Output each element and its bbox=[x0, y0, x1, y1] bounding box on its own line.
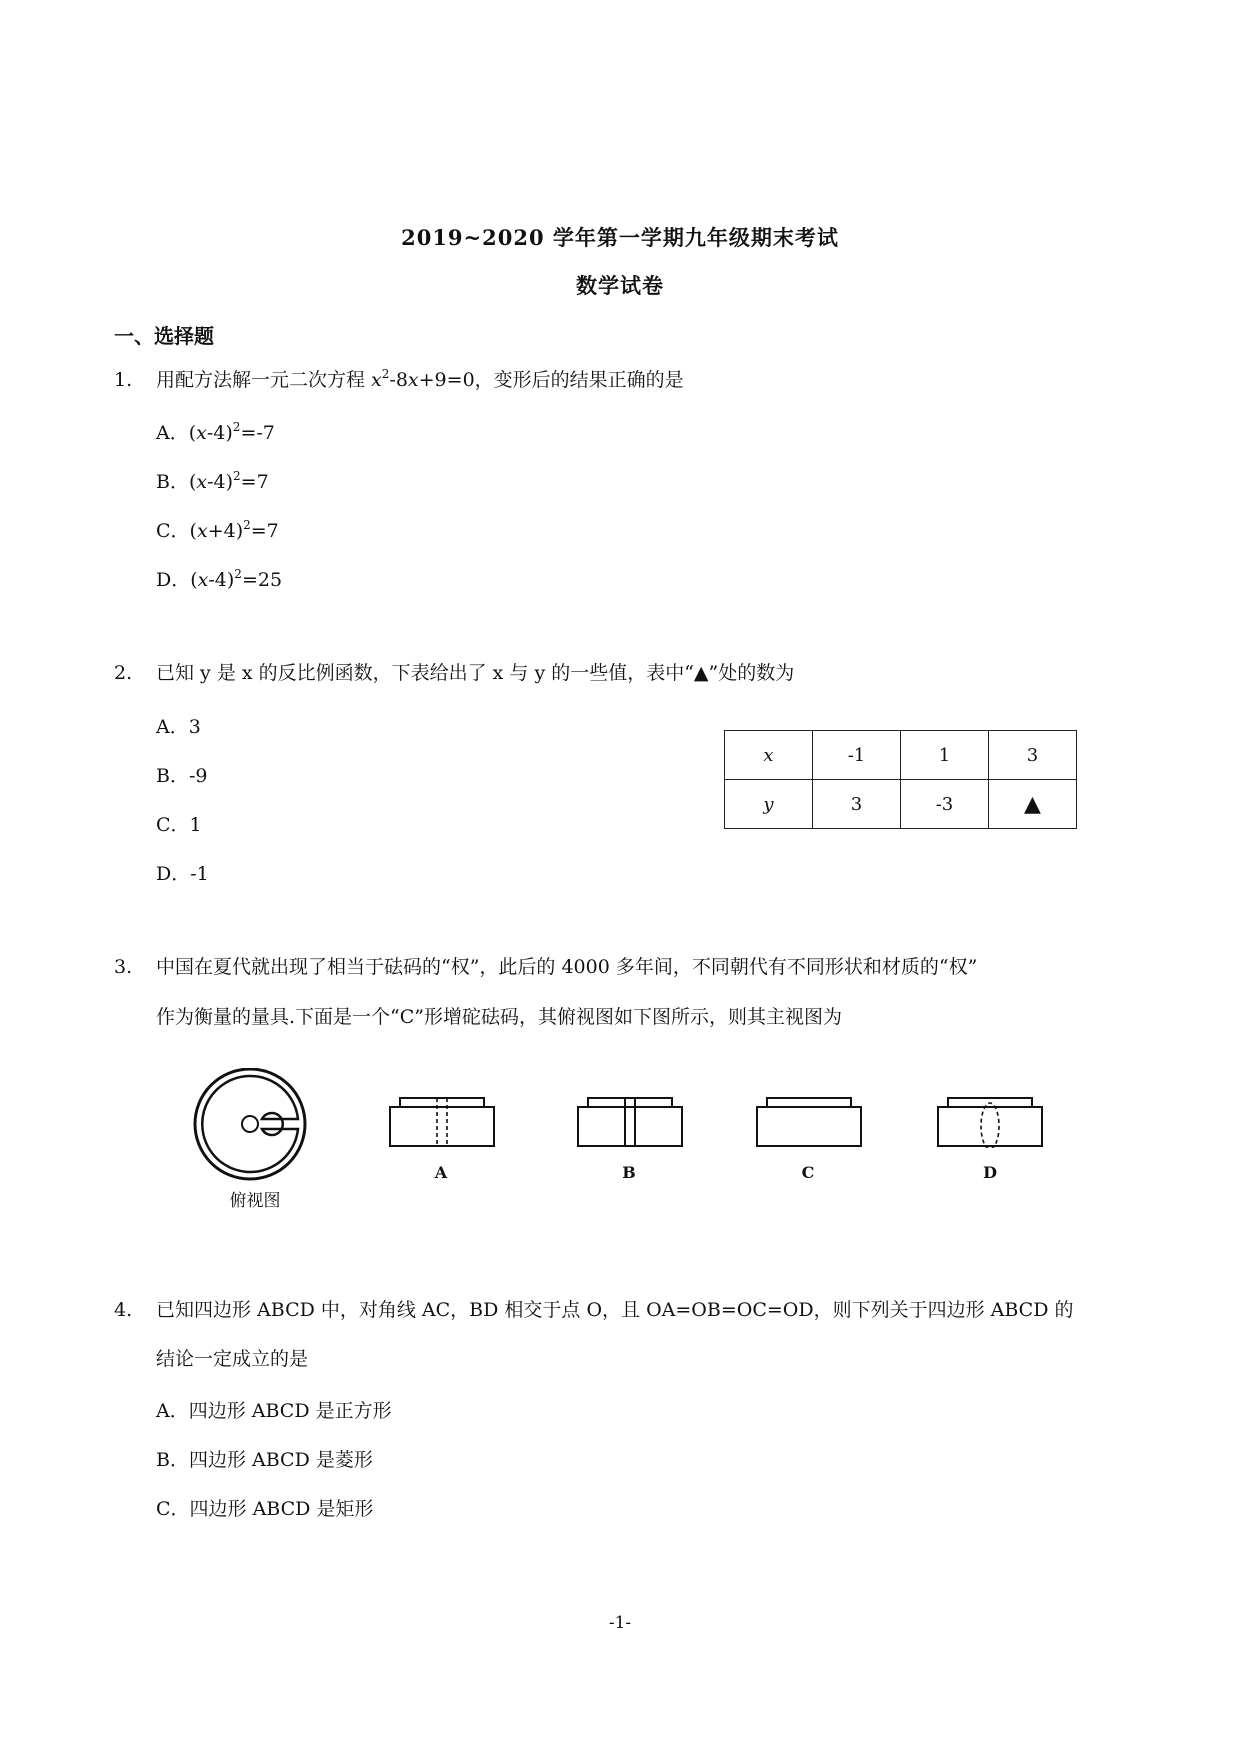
figure-a bbox=[388, 1096, 496, 1148]
q4-line1: 已知四边形 ABCD 中，对角线 AC，BD 相交于点 O，且 OA=OB=OC=OD，则下列关于四边形 ABCD 的 bbox=[156, 1299, 1074, 1321]
q2-option-d: D．-1 bbox=[156, 863, 209, 885]
q4-line2: 结论一定成立的是 bbox=[156, 1348, 309, 1370]
figure-a-label: A bbox=[434, 1163, 448, 1182]
top-view-figure bbox=[190, 1068, 310, 1188]
figure-b bbox=[576, 1096, 684, 1148]
table-cell: 1 bbox=[901, 731, 989, 780]
table-cell: -3 bbox=[901, 780, 989, 829]
figure-c-label: C bbox=[801, 1163, 815, 1182]
exam-subtitle: 数学试卷 bbox=[576, 273, 664, 298]
q2-stem: 已知 y 是 x 的反比例函数，下表给出了 x 与 y 的一些值，表中“▲”处的数为 bbox=[156, 662, 795, 684]
q1-stem: 用配方法解一元二次方程 $x^2-8x+9=0$，变形后的结果正确的是 bbox=[156, 367, 684, 391]
figure-c bbox=[755, 1096, 863, 1148]
q2-option-a: A．3 bbox=[156, 716, 201, 738]
table-cell: 3 bbox=[813, 780, 901, 829]
q1-option-d: D．$(x-4)^2=25$ bbox=[156, 567, 283, 591]
figure-d-label: D bbox=[983, 1163, 997, 1182]
q1-option-b: B．$(x-4)^2=7$ bbox=[156, 469, 269, 493]
table-cell: -1 bbox=[813, 731, 901, 780]
q1-number: 1. bbox=[114, 369, 133, 391]
exam-title: 2019~2020 学年第一学期九年级期末考试 bbox=[401, 225, 839, 250]
q1-option-c: C．$(x+4)^2=7$ bbox=[156, 518, 279, 542]
q4-option-c: C．四边形 ABCD 是矩形 bbox=[156, 1498, 374, 1520]
table-row bbox=[725, 780, 1077, 829]
q2-number: 2. bbox=[114, 662, 133, 684]
top-view-caption: 俯视图 bbox=[229, 1191, 281, 1211]
table-cell: ▲ bbox=[989, 780, 1077, 829]
q4-number: 4. bbox=[114, 1299, 133, 1321]
q2-value-table bbox=[724, 730, 1077, 829]
figure-b-label: B bbox=[622, 1163, 636, 1182]
figure-d bbox=[936, 1096, 1044, 1148]
q4-option-a: A．四边形 ABCD 是正方形 bbox=[156, 1400, 392, 1422]
table-cell: x bbox=[725, 731, 813, 780]
q3-line2: 作为衡量的量具.下面是一个“C”形增砣砝码，其俯视图如下图所示，则其主视图为 bbox=[156, 1006, 843, 1028]
q1-option-a: A．$(x-4)^2=-7$ bbox=[156, 420, 275, 444]
table-cell: y bbox=[725, 780, 813, 829]
q2-option-b: B．-9 bbox=[156, 765, 208, 787]
page-number: -1- bbox=[608, 1613, 632, 1633]
table-cell: 3 bbox=[989, 731, 1077, 780]
q2-option-c: C．1 bbox=[156, 814, 202, 836]
section-heading: 一、选择题 bbox=[114, 324, 214, 348]
table-row bbox=[725, 731, 1077, 780]
q3-line1: 中国在夏代就出现了相当于砝码的“权”，此后的 4000 多年间，不同朝代有不同形状和材质的“权” bbox=[156, 956, 978, 978]
q4-option-b: B．四边形 ABCD 是菱形 bbox=[156, 1449, 373, 1471]
q3-number: 3. bbox=[114, 956, 133, 978]
